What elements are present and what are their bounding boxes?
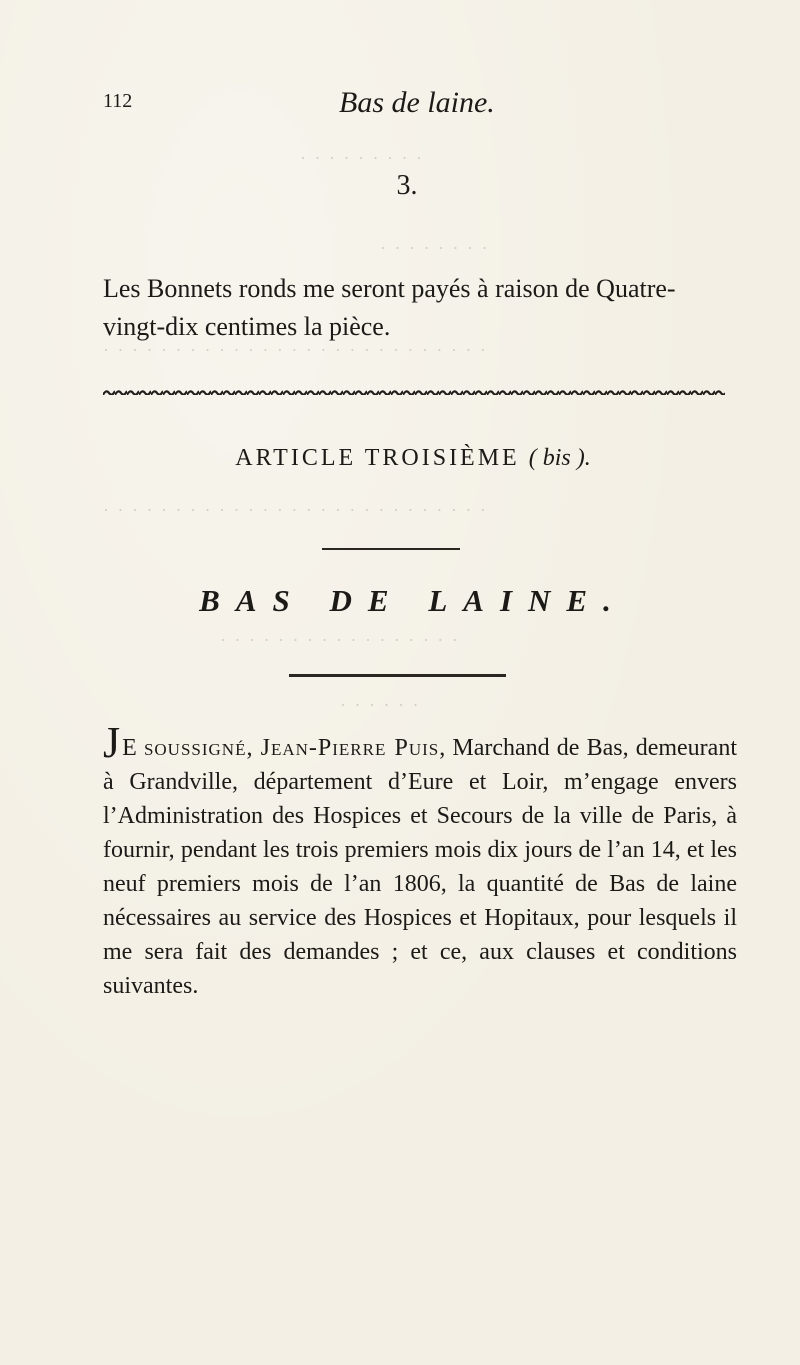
section-title: BAS DE LAINE. [199, 583, 627, 618]
show-through-text: · · · · · · · · · · · · · · · · · · · · · · · · · · · [103, 340, 488, 360]
running-head [103, 86, 703, 126]
show-through-text: · · · · · · · · · [300, 148, 424, 168]
ornament-wave-icon [103, 388, 725, 395]
article-title: ARTICLE TROISIÈME [235, 445, 520, 471]
body-paragraph [103, 718, 737, 1003]
show-through-text: · · · · · · · · · · · · · · · · · [220, 630, 460, 650]
drop-cap-rest: E [122, 735, 137, 761]
divider-long [289, 674, 506, 677]
body-text [103, 718, 737, 1003]
show-through-text: · · · · · · · · [380, 238, 490, 258]
signatory-name: Jean-Pierre Puis [260, 735, 440, 761]
drop-cap: J [103, 718, 121, 767]
article-bis: ( bis ). [528, 445, 591, 471]
soussigne-word: soussigné, [143, 735, 254, 761]
divider-short [322, 548, 460, 550]
page-number: 112 [103, 90, 133, 112]
running-title: Bas de laine. [339, 86, 495, 119]
show-through-text: · · · · · · [340, 695, 421, 715]
show-through-text: · · · · · · · · · · · · · · · · · · · · · · · · · · · [103, 500, 488, 520]
article-heading [103, 445, 723, 472]
body-main-text: , Marchand de Bas, demeurant à Grandville, département d’Eure et Loir, m’engage envers l’Administration des Hospices et Secours de la ville de Paris, à fournir, pendant les trois premiers mois dix jours de l’an 14, et les neuf premiers mois de l’an 1806, la quantité de Bas de laine nécessaires au service des Hospices et Hopitaux, pour lesquels il me sera fait des demandes ; et ce, aux clauses et conditions suivantes. [103, 735, 737, 999]
ornamental-rule [103, 385, 725, 395]
item-number: 3. [396, 170, 418, 201]
prelude-paragraph: Les Bonnets ronds me seront payés à raison de Quatre-vingt-dix centimes la pièce. [103, 274, 676, 341]
